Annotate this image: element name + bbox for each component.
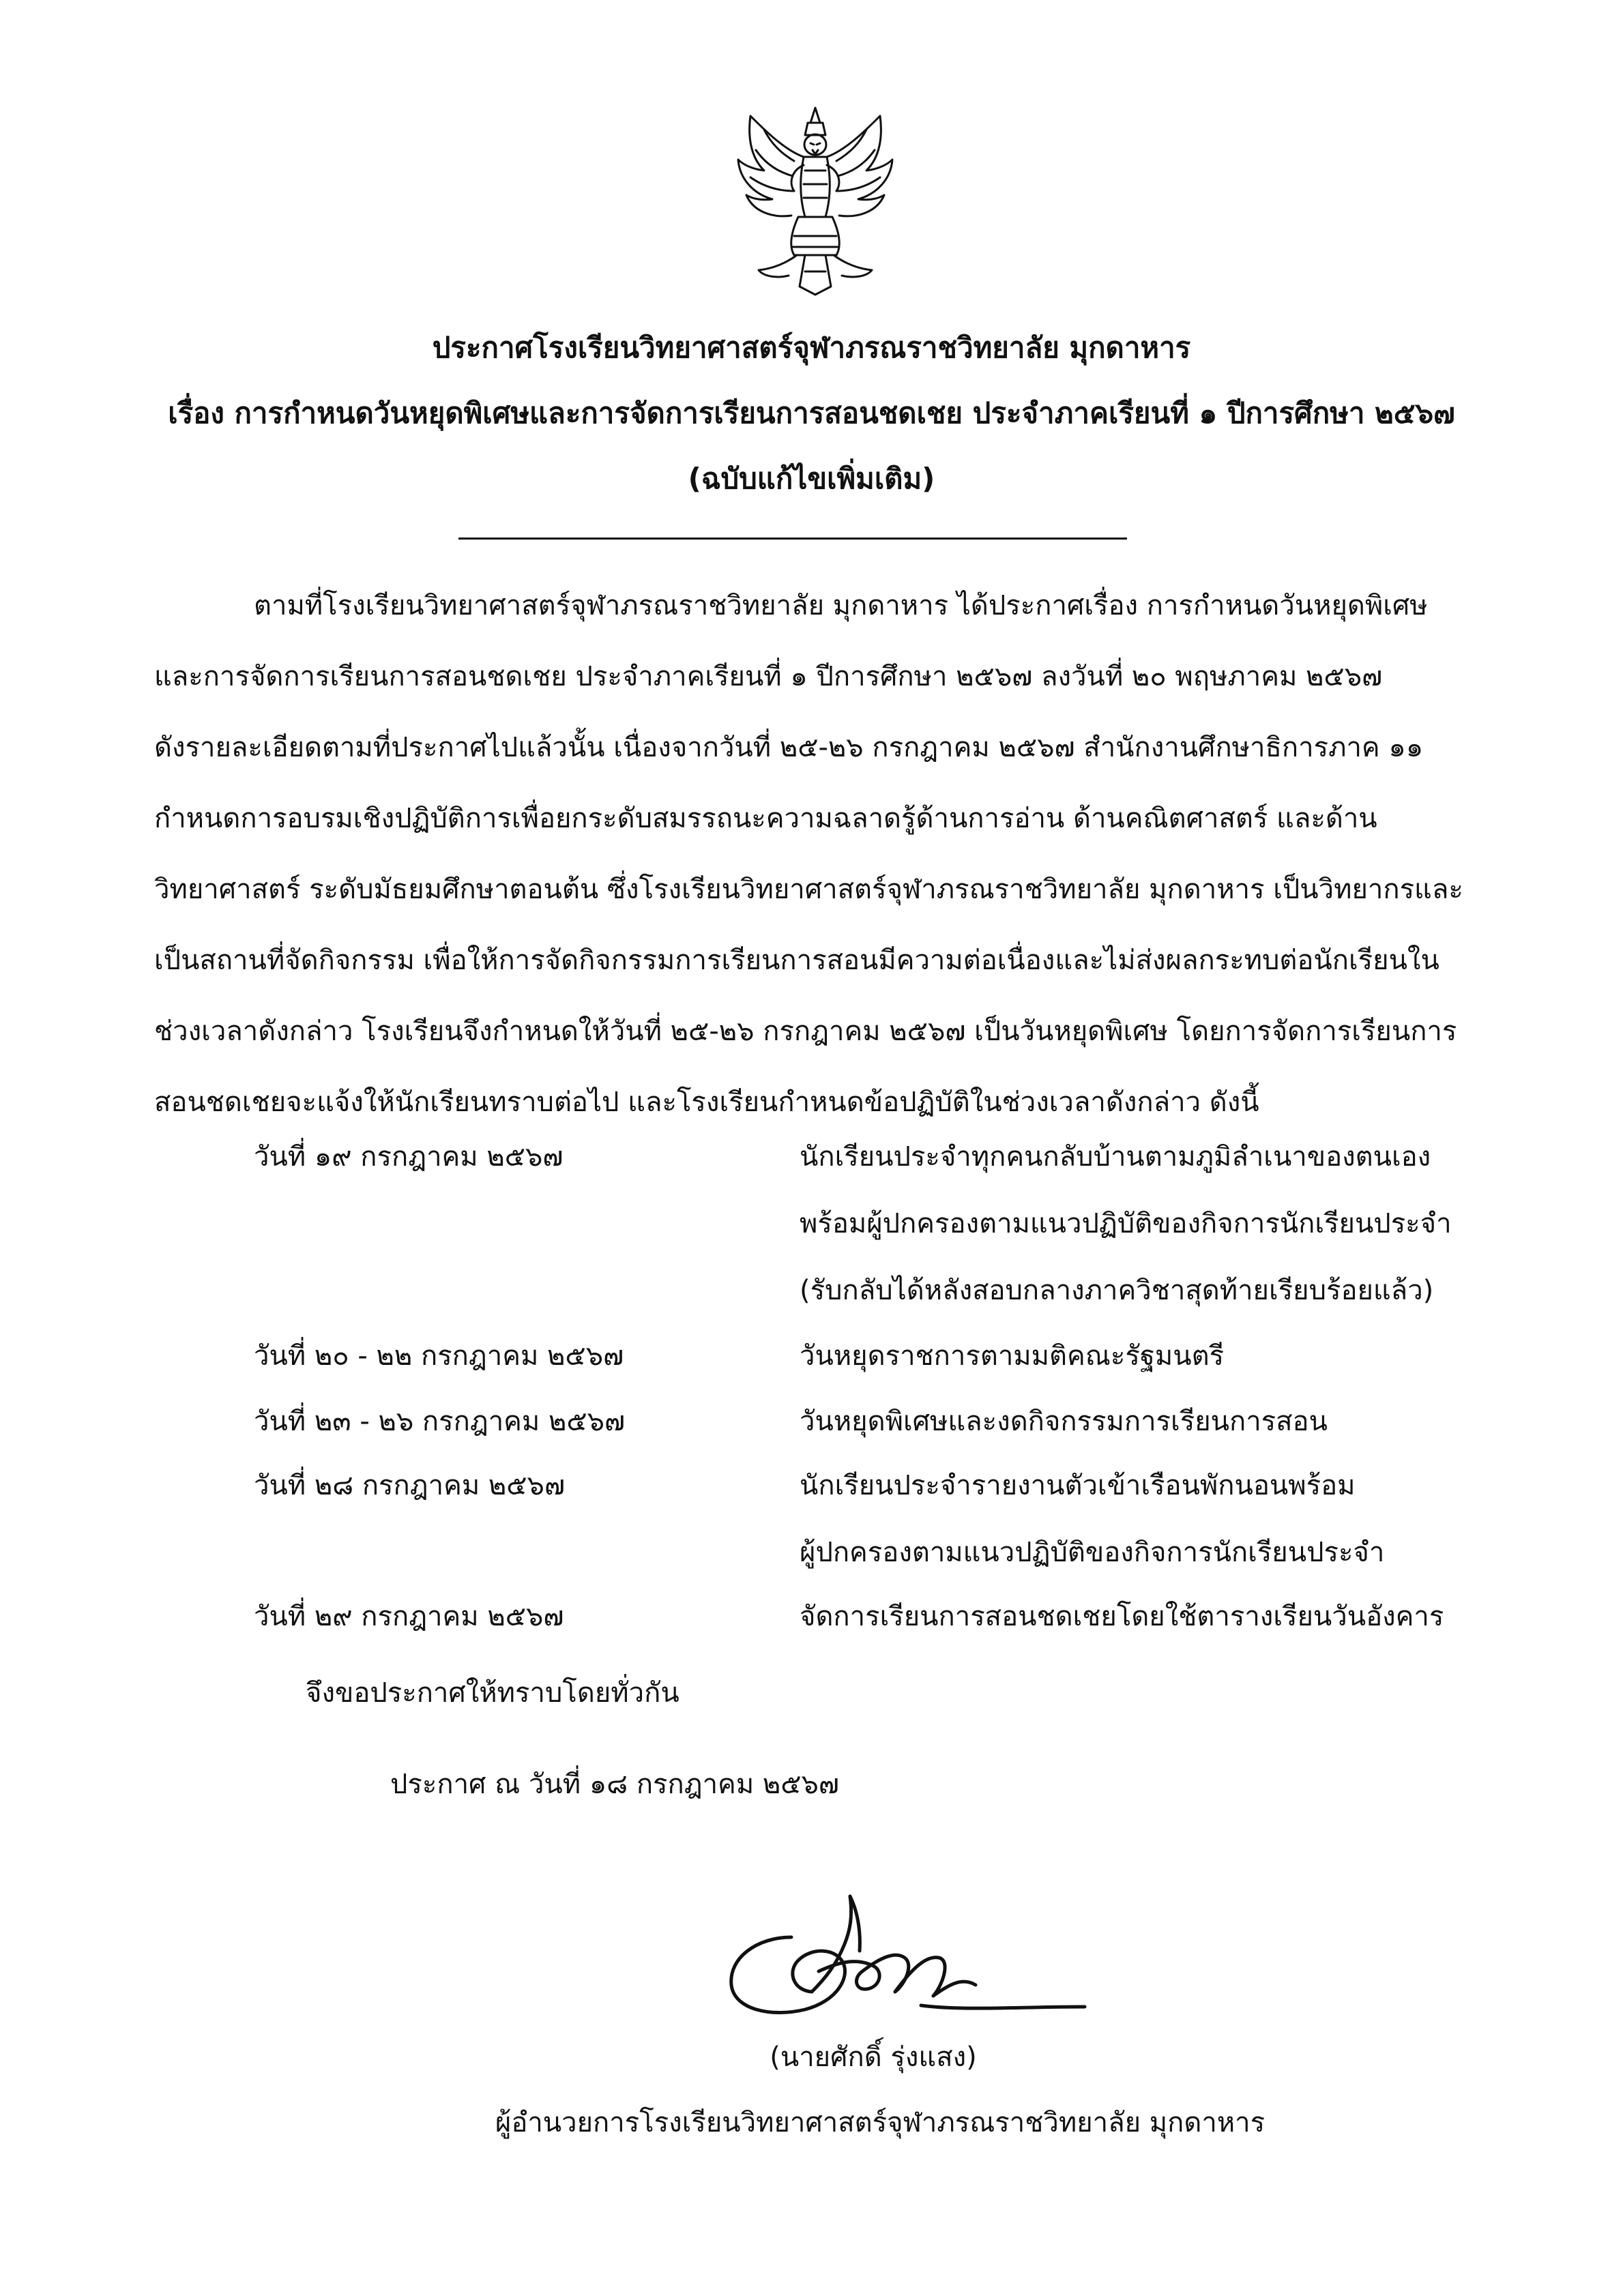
schedule-action: (รับกลับได้หลังสอบกลางภาควิชาสุดท้ายเรียบร้อยแล้ว) [800, 1275, 1434, 1306]
closing-notice: จึงขอประกาศให้ทราบโดยทั่วกัน [306, 1677, 679, 1709]
title-divider [458, 538, 1127, 540]
body-line: ช่วงเวลาดังกล่าว โรงเรียนจึงกำหนดให้วันที่ ๒๕-๒๖ กรกฎาคม ๒๕๖๗ เป็นวันหยุดพิเศษ โดยการจัดการเรียนการ [154, 1016, 1457, 1047]
schedule-date: วันที่ ๒๓ - ๒๖ กรกฎาคม ๒๕๖๗ [254, 1406, 626, 1437]
signer-name: (นายศักดิ์ รุ่งแสง) [770, 2042, 977, 2073]
body-line: เป็นสถานที่จัดกิจกรรม เพื่อให้การจัดกิจกรรมการเรียนการสอนมีความต่อเนื่องและไม่ส่งผลกระทบต่อนักเรียนใน [154, 945, 1439, 976]
body-line: สอนชดเชยจะแจ้งให้นักเรียนทราบต่อไป และโรงเรียนกำหนดข้อปฏิบัติในช่วงเวลาดังกล่าว ดังนี้ [154, 1087, 1259, 1118]
schedule-action: พร้อมผู้ปกครองตามแนวปฏิบัติของกิจการนักเรียนประจำ [800, 1208, 1452, 1239]
announcement-date: ประกาศ ณ วันที่ ๑๘ กรกฎาคม ๒๕๖๗ [390, 1769, 840, 1800]
signer-title: ผู้อำนวยการโรงเรียนวิทยาศาสตร์จุฬาภรณราชวิทยาลัย มุกดาหาร [495, 2107, 1266, 2138]
garuda-emblem-icon [723, 102, 907, 300]
body-line: ตามที่โรงเรียนวิทยาศาสตร์จุฬาภรณราชวิทยาลัย มุกดาหาร ได้ประกาศเรื่อง การกำหนดวันหยุดพิเศษ [254, 590, 1428, 621]
schedule-date: วันที่ ๒๘ กรกฎาคม ๒๕๖๗ [254, 1470, 566, 1501]
schedule-action: นักเรียนประจำทุกคนกลับบ้านตามภูมิลำเนาของตนเอง [800, 1141, 1431, 1173]
body-line: วิทยาศาสตร์ ระดับมัธยมศึกษาตอนต้น ซึ่งโรงเรียนวิทยาศาสตร์จุฬาภรณราชวิทยาลัย มุกดาหาร เป็นวิทยากรและ [154, 874, 1463, 905]
signature-image [716, 1889, 1098, 2040]
schedule-date: วันที่ ๒๙ กรกฎาคม ๒๕๖๗ [254, 1601, 564, 1632]
schedule-action: จัดการเรียนการสอนชดเชยโดยใช้ตารางเรียนวันอังคาร [800, 1601, 1444, 1632]
body-line: กำหนดการอบรมเชิงปฏิบัติการเพื่อยกระดับสมรรถนะความฉลาดรู้ด้านการอ่าน ด้านคณิตศาสตร์ และด้าน [154, 803, 1377, 834]
schedule-action: วันหยุดพิเศษและงดกิจกรรมการเรียนการสอน [800, 1406, 1328, 1437]
schedule-action: ผู้ปกครองตามแนวปฏิบัติของกิจการนักเรียนประจำ [800, 1537, 1385, 1568]
body-line: ดังรายละเอียดตามที่ประกาศไปแล้วนั้น เนื่องจากวันที่ ๒๕-๒๖ กรกฎาคม ๒๕๖๗ สำนักงานศึกษาธิการภาค ๑๑ [154, 732, 1424, 763]
schedule-action: นักเรียนประจำรายงานตัวเข้าเรือนพักนอนพร้อม [800, 1470, 1356, 1501]
announcement-revision-note: (ฉบับแก้ไขเพิ่มเติม) [688, 462, 935, 495]
schedule-date: วันที่ ๑๙ กรกฎาคม ๒๕๖๗ [254, 1141, 564, 1173]
announcement-heading: ประกาศโรงเรียนวิทยาศาสตร์จุฬาภรณราชวิทยาลัย มุกดาหาร [432, 331, 1191, 364]
schedule-date: วันที่ ๒๐ - ๒๒ กรกฎาคม ๒๕๖๗ [254, 1340, 624, 1372]
body-line: และการจัดการเรียนการสอนชดเชย ประจำภาคเรียนที่ ๑ ปีการศึกษา ๒๕๖๗ ลงวันที่ ๒๐ พฤษภาคม ๒๕๖๗ [154, 661, 1383, 692]
announcement-subject: เรื่อง การกำหนดวันหยุดพิเศษและการจัดการเรียนการสอนชดเชย ประจำภาคเรียนที่ ๑ ปีการศึกษา ๒๕๖๗ [168, 396, 1455, 430]
schedule-action: วันหยุดราชการตามมติคณะรัฐมนตรี [800, 1340, 1225, 1372]
